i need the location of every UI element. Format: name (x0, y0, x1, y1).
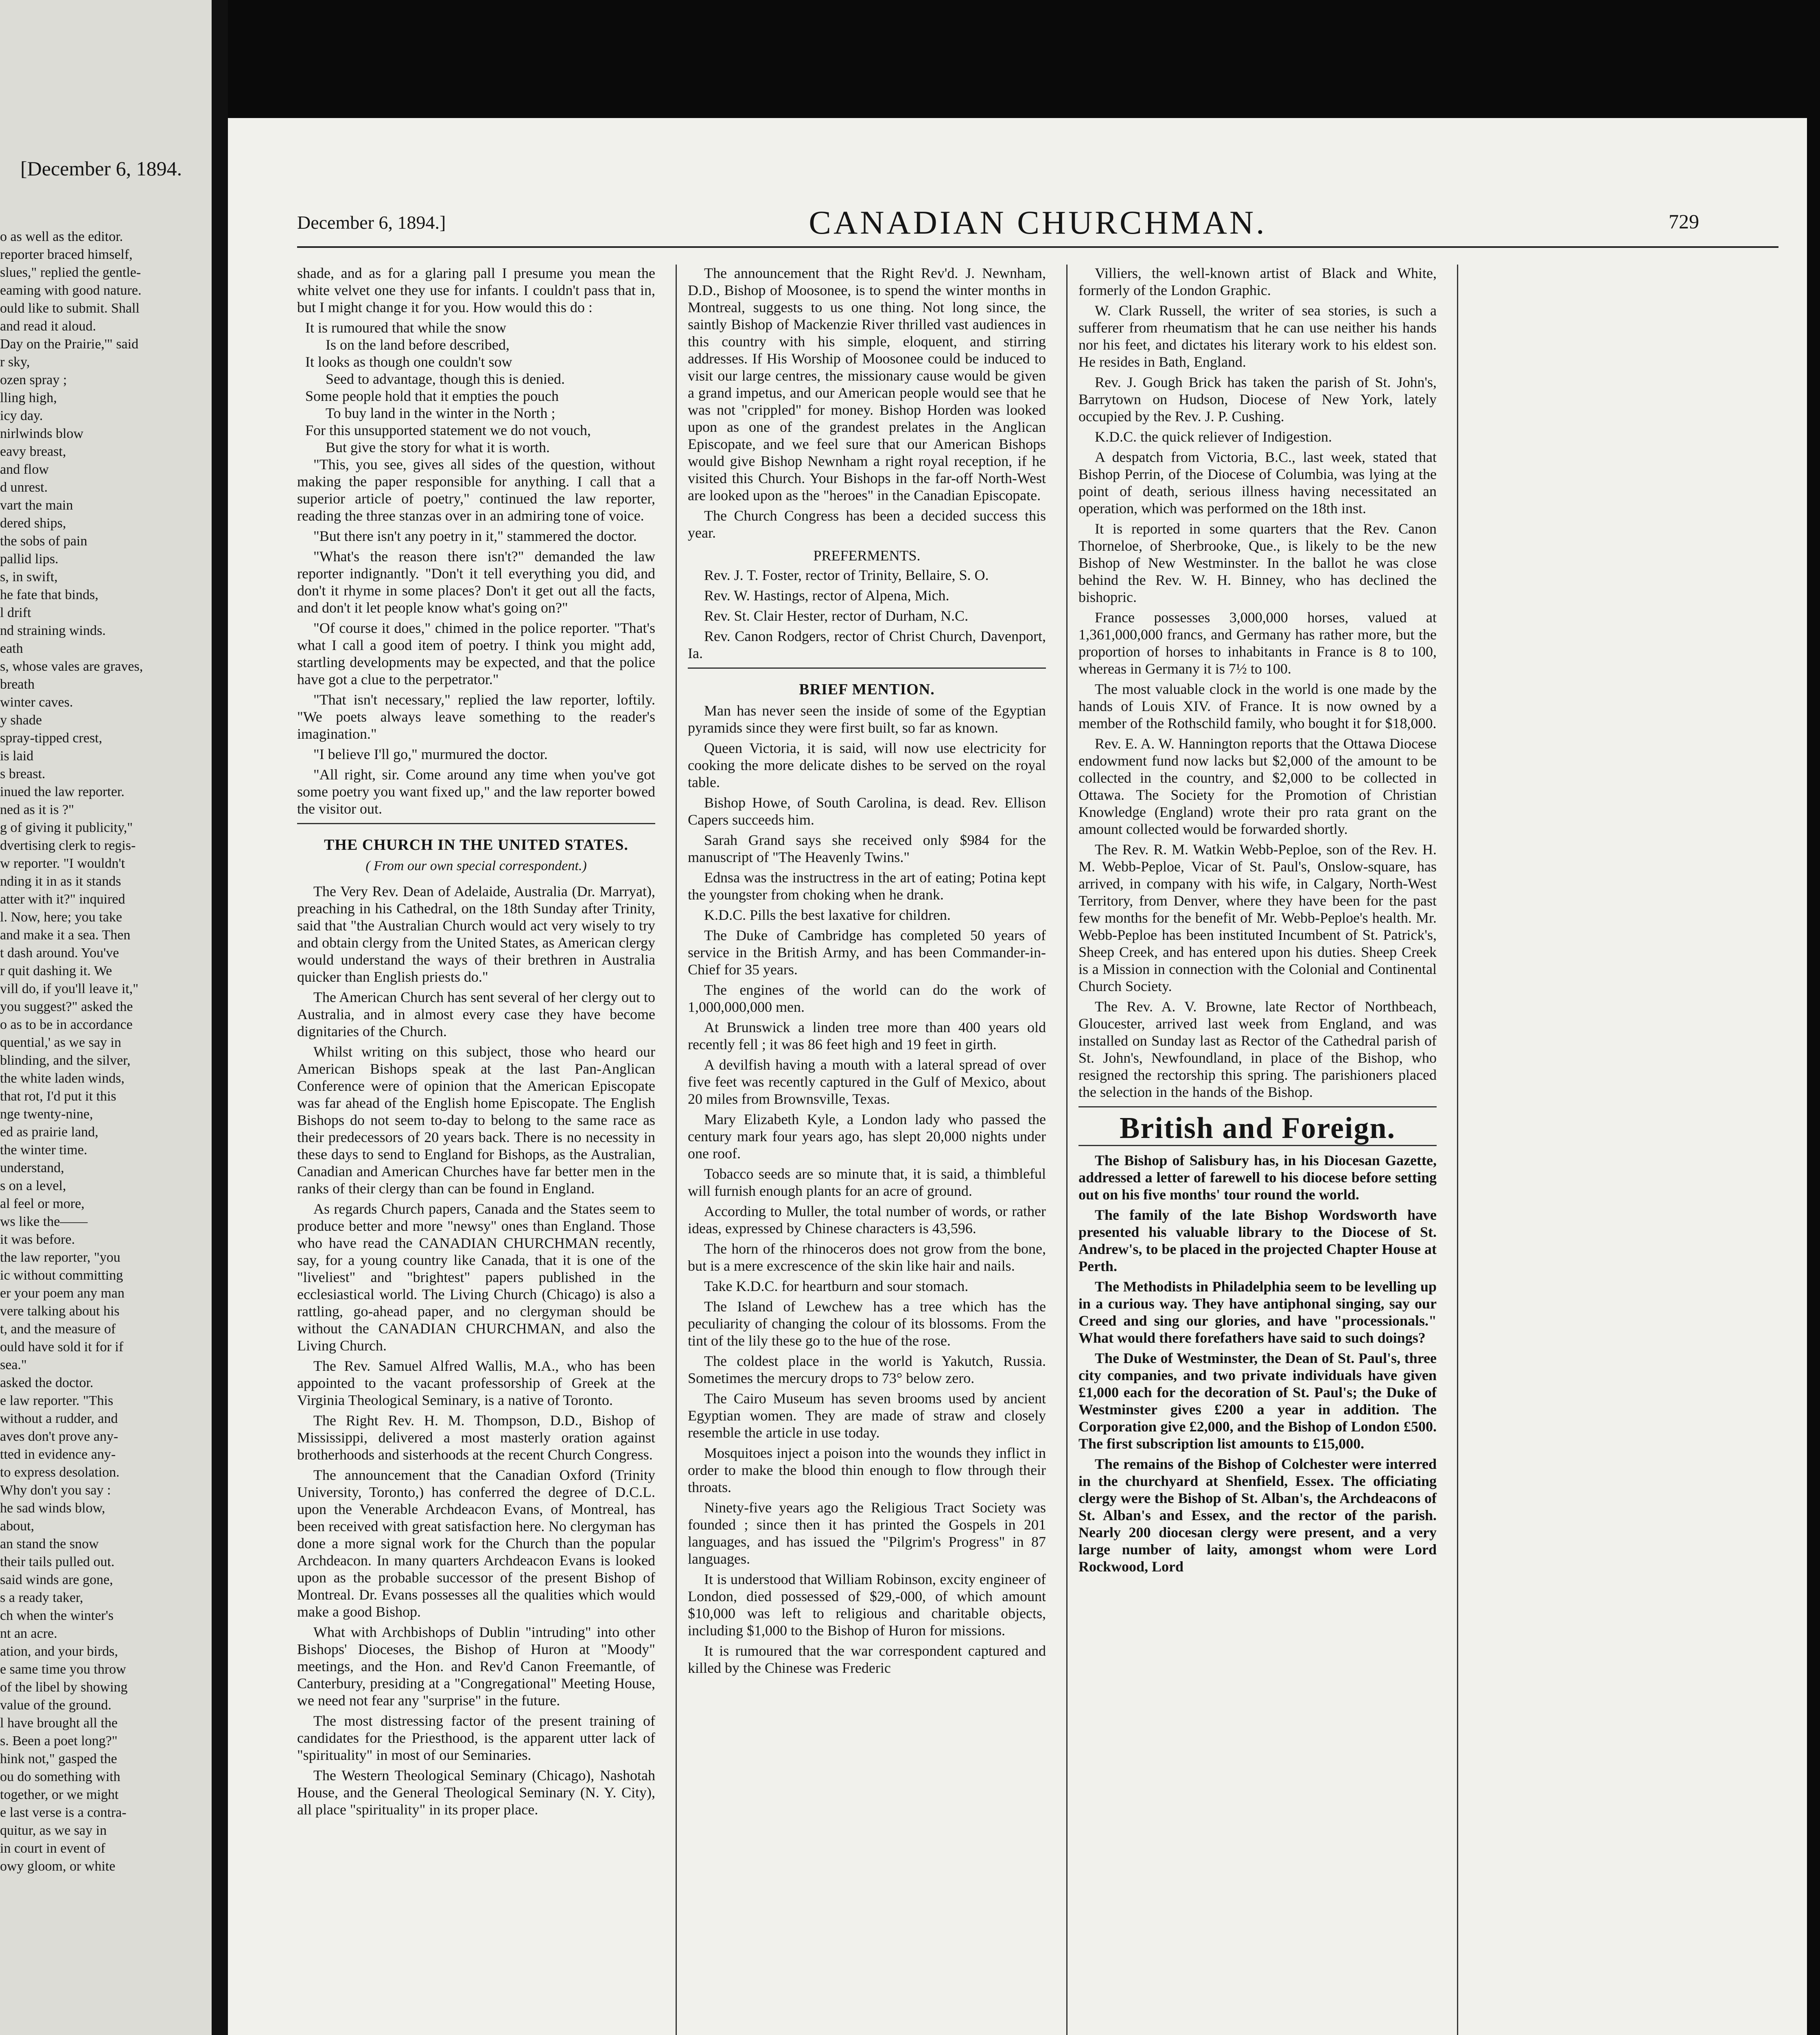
facing-page (0, 0, 212, 2035)
brief-item: Ninety-five years ago the Religious Tract Society was founded ; since then it has printed the Gospels in 201 languages, and has issued the "Pilgrim's Progress" in 87 languages. (688, 1499, 1046, 1567)
facing-page-line: al feel or more, (0, 1196, 85, 1211)
facing-page-line: e same time you throw (0, 1662, 126, 1677)
brief-item: The Cairo Museum has seven brooms used by ancient Egyptian women. They are made of straw and closely resemble the article in use today. (688, 1390, 1046, 1441)
paragraph: Rev. E. A. W. Hannington reports that the Ottawa Diocese endowment fund now lacks but $2,000 of the amount to be collected in the country, and $2,000 to be collected in Ottawa. The Society for the Promotion of Christian Knowledge (England) wrote their pro rata grant on the amount collected would be forwarded shortly. (1078, 735, 1437, 837)
article-paragraph: The Right Rev. H. M. Thompson, D.D., Bishop of Mississippi, delivered a most masterly oration against brotherhoods and sisterhoods at the recent Church Congress. (297, 1412, 655, 1463)
facing-page-line: reporter braced himself, (0, 247, 133, 262)
facing-page-line: ch when the winter's (0, 1608, 114, 1623)
brief-item: Take K.D.C. for heartburn and sour stomach. (704, 1278, 969, 1294)
facing-page-line: ould have sold it for if (0, 1339, 124, 1354)
column-rule (1066, 265, 1068, 2035)
facing-page-line: nge twenty-nine, (0, 1107, 93, 1122)
facing-page-line: e law reporter. "This (0, 1393, 114, 1408)
facing-page-line: he sad winds blow, (0, 1501, 105, 1516)
paragraph: France possesses 3,000,000 horses, valued at 1,361,000,000 francs, and Germany has rather more, but the proportion of horses to inhabitants in France is 8 to 100, whereas in Germany it is 7½ to 100. (1078, 609, 1437, 677)
article-paragraph: The Rev. Samuel Alfred Wallis, M.A., who has been appointed to the vacant professorship of Greek at the Virginia Theological Seminary, is a native of Toronto. (297, 1358, 655, 1408)
poem-line: Seed to advantage, though this is denied. (326, 371, 565, 387)
facing-page-line: r quit dashing it. We (0, 963, 112, 978)
facing-page-line: the winter time. (0, 1142, 88, 1158)
column-1 (297, 265, 655, 1821)
brief-item: K.D.C. Pills the best laxative for children. (704, 907, 951, 923)
brief-item: The coldest place in the world is Yakutch, Russia. Sometimes the mercury drops to 73° below zero. (688, 1353, 1046, 1386)
facing-page-line: s, whose vales are graves, (0, 659, 143, 674)
facing-page-line: he fate that binds, (0, 587, 98, 602)
facing-page-line: the sobs of pain (0, 534, 88, 549)
facing-page-line: t, and the measure of (0, 1322, 116, 1337)
facing-page-line: together, or we might (0, 1787, 119, 1802)
paragraph: "What's the reason there isn't?" demanded the law reporter indignantly. "Don't it tell everything you did, and don't it rhyme in some places? Don't it get out all the facts, and don't it let people know what's going on?" (297, 548, 655, 616)
book-gutter (212, 0, 228, 2035)
facing-page-line: vill do, if you'll leave it," (0, 981, 139, 996)
facing-page-line: in court in event of (0, 1841, 105, 1856)
facing-page-line: that rot, I'd put it this (0, 1089, 116, 1104)
facing-page-line: Day on the Prairie,'" said (0, 337, 139, 352)
facing-page-line: w reporter. "I wouldn't (0, 856, 125, 871)
facing-page-line: an stand the snow (0, 1536, 99, 1551)
brief-item: According to Muller, the total number of words, or rather ideas, expressed by Chinese characters is 43,596. (688, 1203, 1046, 1236)
paragraph: "This, you see, gives all sides of the question, without making the paper responsible for anything. I call that a superior article of poetry," continued the law reporter, reading the three stanzas over in an admiring tone of voice. (297, 456, 655, 524)
facing-page-line: ic without committing (0, 1268, 123, 1283)
facing-page-line: vart the main (0, 498, 73, 513)
facing-page-line: and flow (0, 462, 49, 477)
paragraph: K.D.C. the quick reliever of Indigestion. (1095, 429, 1332, 445)
masthead-title: CANADIAN CHURCHMAN. (809, 204, 1267, 241)
brief-item: The Island of Lewchew has a tree which has the peculiarity of changing the colour of its blossoms. From the tint of the lily these go to the hue of the rose. (688, 1298, 1046, 1349)
british-and-foreign-heading: British and Foreign. (1120, 1112, 1396, 1145)
facing-page-line: of the libel by showing (0, 1680, 128, 1695)
british-item: The Duke of Westminster, the Dean of St. Paul's, three city companies, and two private individuals have given £1,000 each for the decoration of St. Paul's; the Duke of Westminster gives £200 a year in addition. The Corporation give £2,000, and the Bishop of London £500. The first subscription list amounts to £15,000. (1078, 1350, 1437, 1452)
facing-page-line: value of the ground. (0, 1698, 112, 1713)
facing-page-line: g of giving it publicity," (0, 820, 133, 835)
facing-page-line: nd straining winds. (0, 623, 106, 638)
paragraph: The Rev. A. V. Browne, late Rector of Northbeach, Gloucester, arrived last week from England, and was installed on Sunday last as Rector of the Cathedral parish of St. John's, Newfoundland, in place of the Bishop, who resigned the rectorship this spring. The parishioners placed the selection in the hands of the Bishop. (1078, 998, 1437, 1100)
poem (297, 319, 655, 456)
facing-page-header: [December 6, 1894. (20, 157, 182, 180)
facing-page-line: without a rudder, and (0, 1411, 118, 1426)
facing-page-line: sea." (0, 1357, 27, 1372)
paragraph: A despatch from Victoria, B.C., last week, stated that Bishop Perrin, of the Diocese of Columbia, was lying at the point of death, serious illness having necessitated an operation, which was performed on the 18th inst. (1078, 449, 1437, 516)
facing-page-line: lling high, (0, 390, 57, 405)
facing-page-line: r sky, (0, 354, 30, 370)
facing-page-line: spray-tipped crest, (0, 731, 103, 746)
brief-item: The engines of the world can do the work of 1,000,000,000 men. (688, 982, 1046, 1015)
paragraph: The announcement that the Right Rev'd. J. Newnham, D.D., Bishop of Moosonee, is to spend the winter months in Montreal, suggests to us one thing. Not long since, the saintly Bishop of Mackenzie River thrilled vast audiences in this country with his simple, eloquent, and stirring addresses. If His Worship of Moosonee could be induced to visit our large centres, the missionary cause would be given a grand impetus, and our American people would see that he was not "crippled" for money. Bishop Horden was looked upon as one of the grandest prelates in the Anglican Episcopate, and we feel sure that our American Bishops would give Bishop Newnham a right royal reception, if he visited this Church. Your Bishops in the far-off North-West are looked upon as the "heroes" in the Canadian Episcopate. (688, 265, 1046, 503)
header-rule (297, 246, 1778, 248)
facing-page-line: it was before. (0, 1232, 75, 1247)
facing-page-line: atter with it?" inquired (0, 892, 125, 907)
paragraph: The Church Congress has been a decided success this year. (688, 508, 1046, 541)
paragraph: The Rev. R. M. Watkin Webb-Peploe, son of the Rev. H. M. Webb-Peploe, Vicar of St. Paul's, Onslow-square, has arrived, in company with his wife, in Calgary, North-West Territory, from Denver, where they have been for the past few months for the benefit of Mr. Webb-Peploe's health. Mr. Webb-Peploe has been instituted Incumbent of St. Patrick's, Sheep Creek, and has entered upon his duties. Sheep Creek is a Mission in connection with the Colonial and Continental Church Society. (1078, 841, 1437, 994)
article-paragraph: What with Archbishops of Dublin "intruding" into other Bishops' Dioceses, the Bishop of Huron at "Moody" meetings, and the Hon. and Rev'd Canon Freemantle, of Canterbury, presiding at a "Congregational" Meeting House, we need not fear any "surprise" in the future. (297, 1624, 655, 1709)
facing-page-line: asked the doctor. (0, 1375, 94, 1390)
article-paragraph: Whilst writing on this subject, those who heard our American Bishops speak at the last Pan-Anglican Conference were of opinion that the American Episcopate was far ahead of the English home Episcopate. The English Bishops do not seem to-day to belong to the same race as their predecessors of 20 years back. There is no necessity in these days to send to England for Bishops, as the Australian, Canadian and American Churches have far better men in the ranks of their clergy than can be found in England. (297, 1044, 655, 1197)
facing-page-line: ned as it is ?" (0, 802, 74, 817)
facing-page-line: dered ships, (0, 516, 66, 531)
facing-page-line: ozen spray ; (0, 372, 67, 387)
article-paragraph: As regards Church papers, Canada and the States seem to produce better and more "newsy" ones than England. Those who have read the CANADIAN CHURCHMAN recently, say, for a young country like Canada, that it is one of the "liveliest" and "brightest" papers published in the ecclesiastical world. The Living Church (Chicago) is also a rattling, go-ahead paper, and no clergyman should be without the CANADIAN CHURCHMAN, and also the Living Church. (297, 1201, 655, 1354)
preferment-item: Rev. W. Hastings, rector of Alpena, Mich. (704, 587, 949, 604)
facing-page-line: ws like the—— (0, 1214, 88, 1229)
facing-page-line: their tails pulled out. (0, 1554, 115, 1569)
facing-page-line: owy gloom, or white (0, 1859, 116, 1874)
facing-page-line: slues," replied the gentle- (0, 265, 141, 280)
facing-page-line: understand, (0, 1160, 64, 1175)
facing-page-line: ation, and your birds, (0, 1644, 118, 1659)
facing-page-line: s on a level, (0, 1178, 66, 1193)
brief-item: It is understood that William Robinson, excity engineer of London, died possessed of $29,-000, of which amount $10,000 was left to religious and charitable objects, including $1,000 to the Bishop of Huron for missions. (688, 1571, 1046, 1639)
facing-page-line: nding it in as it stands (0, 874, 121, 889)
facing-page-line: said winds are gone, (0, 1572, 113, 1587)
poem-line: Is on the land before described, (326, 337, 510, 353)
section-subtitle: ( From our own special correspondent.) (365, 858, 587, 873)
paragraph: The most valuable clock in the world is one made by the hands of Louis XIV. of France. It is now owned by a member of the Rothschild family, who bought it for $18,000. (1078, 681, 1437, 731)
facing-page-line: tted in evidence any- (0, 1447, 116, 1462)
british-item: The Bishop of Salisbury has, in his Diocesan Gazette, addressed a letter of farewell to his diocese before setting out on his five months' tour round the world. (1078, 1152, 1437, 1203)
facing-page-line: inued the law reporter. (0, 784, 125, 799)
column-2 (688, 265, 1046, 1680)
facing-page-line: er your poem any man (0, 1286, 125, 1301)
facing-page-line: quential,' as we say in (0, 1035, 121, 1050)
facing-page-line: dvertising clerk to regis- (0, 838, 136, 853)
facing-page-line: quitur, as we say in (0, 1823, 107, 1838)
preferments-heading: PREFERMENTS. (813, 547, 921, 564)
facing-page-line: y shade (0, 713, 42, 728)
facing-page-line: d unrest. (0, 480, 48, 495)
section-title-church-us: THE CHURCH IN THE UNITED STATES. (324, 836, 628, 853)
brief-item: It is rumoured that the war correspondent captured and killed by the Chinese was Frederic (688, 1643, 1046, 1676)
facing-page-line: and make it a sea. Then (0, 928, 131, 943)
facing-page-line: ould like to submit. Shall (0, 301, 140, 316)
brief-item: Mary Elizabeth Kyle, a London lady who passed the century mark four years ago, has slept 20,000 nights under one roof. (688, 1111, 1046, 1162)
facing-page-line: vere talking about his (0, 1304, 120, 1319)
paragraph: "Of course it does," chimed in the police reporter. "That's what I call a good item of poetry. I think you might add, startling developments may be expected, and that the police have got a clue to the perpetrator." (297, 620, 655, 687)
article-paragraph: The Very Rev. Dean of Adelaide, Australia (Dr. Marryat), preaching in his Cathedral, on the 18th Sunday after Trinity, said that "the Australian Church would act very wisely to try and obtain clergy from the United States, as American clergy would understand the ways of their brethren in Australia quicker than English priests do." (297, 883, 655, 985)
section-rule (688, 667, 1046, 669)
facing-page-line: eath (0, 641, 23, 656)
paragraph: It is reported in some quarters that the Rev. Canon Thorneloe, of Sherbrooke, Que., is likely to be the new Bishop of New Westminster. In the ballot he was close behind the Rev. W. H. Binney, who has declined the bishopric. (1078, 521, 1437, 605)
column-3 (1078, 265, 1437, 1578)
brief-mention-heading: BRIEF MENTION. (799, 681, 935, 698)
facing-page-line: the law reporter, "you (0, 1250, 120, 1265)
facing-page-text (0, 228, 203, 1875)
section-rule (297, 823, 655, 824)
paragraph: "All right, sir. Come around any time when you've got some poetry you want fixed up," and the law reporter bowed the visitor out. (297, 766, 655, 817)
facing-page-line: o as well as the editor. (0, 229, 123, 244)
facing-page-line: nt an acre. (0, 1626, 57, 1641)
british-item: The family of the late Bishop Wordsworth have presented his valuable library to the Diocese of St. Andrew's, to be placed in the projected Chapter House at Perth. (1078, 1207, 1437, 1274)
paragraph: Rev. J. Gough Brick has taken the parish of St. John's, Barrytown on Hudson, Diocese of New York, lately occupied by the Rev. J. P. Cushing. (1078, 374, 1437, 425)
facing-page-line: nirlwinds blow (0, 426, 83, 441)
facing-page-line: icy day. (0, 408, 43, 423)
facing-page-line: s breast. (0, 766, 46, 781)
paragraph: "But there isn't any poetry in it," stammered the doctor. (313, 528, 637, 544)
facing-page-line: s a ready taker, (0, 1590, 83, 1605)
poem-line: It looks as though one couldn't sow (305, 354, 512, 370)
facing-page-line: ed as prairie land, (0, 1125, 98, 1140)
preferment-item: Rev. Canon Rodgers, rector of Christ Church, Davenport, Ia. (688, 628, 1046, 661)
brief-item: Queen Victoria, it is said, will now use electricity for cooking the more delicate dishes to be served on the royal table. (688, 740, 1046, 790)
section-rule (1078, 1106, 1437, 1107)
newspaper-page (228, 118, 1807, 2035)
section-rule (1078, 1145, 1437, 1146)
poem-line: But give the story for what it is worth. (326, 439, 550, 455)
brief-item: At Brunswick a linden tree more than 400 years old recently fell ; it was 86 feet high and 19 feet in girth. (688, 1019, 1046, 1053)
facing-page-line: you suggest?" asked the (0, 999, 133, 1014)
facing-page-line: aves don't prove any- (0, 1429, 118, 1444)
facing-page-line: breath (0, 677, 35, 692)
preferment-item: Rev. St. Clair Hester, rector of Durham, N.C. (704, 608, 969, 624)
brief-item: Sarah Grand says she received only $984 for the manuscript of "The Heavenly Twins." (688, 832, 1046, 865)
facing-page-line: winter caves. (0, 695, 73, 710)
british-item: The Methodists in Philadelphia seem to be levelling up in a curious way. They have antiphonal singing, say our Creed and sing our glories, and have "processionals." What would there forefathers have said to such doings? (1078, 1278, 1437, 1346)
paragraph: shade, and as for a glaring pall I presume you mean the white velvet one they use for infants. I couldn't pass that in, but I might change it for you. How would this do : (297, 265, 655, 315)
facing-page-line: hink not," gasped the (0, 1751, 117, 1766)
facing-page-line: blinding, and the silver, (0, 1053, 131, 1068)
page-number: 729 (1669, 210, 1699, 233)
facing-page-line: Why don't you say : (0, 1483, 111, 1498)
facing-page-line: t dash around. You've (0, 945, 119, 961)
poem-line: To buy land in the winter in the North ; (326, 405, 556, 421)
facing-page-line: is laid (0, 748, 34, 764)
facing-page-line: o as to be in accordance (0, 1017, 133, 1032)
poem-line: For this unsupported statement we do not vouch, (305, 422, 591, 438)
article-paragraph: The Western Theological Seminary (Chicago), Nashotah House, and the General Theological Seminary (N. Y. City), all place "spirituality" in its proper place. (297, 1767, 655, 1818)
facing-page-line: l. Now, here; you take (0, 910, 122, 925)
facing-page-line: pallid lips. (0, 551, 59, 567)
facing-page-line: s, in swift, (0, 569, 58, 584)
facing-page-line: s. Been a poet long?" (0, 1733, 118, 1748)
facing-page-line: l have brought all the (0, 1716, 118, 1731)
preferment-item: Rev. J. T. Foster, rector of Trinity, Bellaire, S. O. (704, 567, 989, 583)
facing-page-line: l drift (0, 605, 31, 620)
brief-item: A devilfish having a mouth with a lateral spread of over five feet was recently captured in the Gulf of Mexico, about 20 miles from Brownsville, Texas. (688, 1057, 1046, 1107)
paragraph: "I believe I'll go," murmured the doctor. (313, 746, 548, 762)
paragraph: "That isn't necessary," replied the law reporter, loftily. "We poets always leave something to the reader's imagination." (297, 691, 655, 742)
brief-item: The Duke of Cambridge has completed 50 years of service in the British Army, and has been Commander-in-Chief for 35 years. (688, 927, 1046, 978)
brief-item: Man has never seen the inside of some of the Egyptian pyramids since they were first built, so far as known. (688, 702, 1046, 736)
article-paragraph: The American Church has sent several of her clergy out to Australia, and in almost every case they have become dignitaries of the Church. (297, 989, 655, 1039)
brief-item: The horn of the rhinoceros does not grow from the bone, but is a mere excrescence of the skin like hair and nails. (688, 1241, 1046, 1274)
facing-page-line: the white laden winds, (0, 1071, 125, 1086)
poem-line: Some people hold that it empties the pouch (305, 388, 559, 404)
facing-page-line: to express desolation. (0, 1465, 120, 1480)
facing-page-line: e last verse is a contra- (0, 1805, 127, 1820)
facing-page-line: eaming with good nature. (0, 283, 142, 298)
brief-item: Tobacco seeds are so minute that, it is said, a thimbleful will furnish enough plants for an acre of ground. (688, 1166, 1046, 1199)
british-item: The remains of the Bishop of Colchester were interred in the churchyard at Shenfield, Essex. The officiating clergy were the Bishop of St. Alban's, the Archdeacons of St. Alban's and Essex, and the rector of the parish. Nearly 200 diocesan clergy were present, and a very large number of laity, amongst whom were Lord Rockwood, Lord (1078, 1456, 1437, 1575)
brief-item: Mosquitoes inject a poison into the wounds they inflict in order to make the blood thin enough to flow through their throats. (688, 1445, 1046, 1495)
facing-page-line: eavy breast, (0, 444, 66, 459)
facing-page-line: and read it aloud. (0, 319, 96, 334)
facing-page-line: ou do something with (0, 1769, 120, 1784)
facing-page-line: about, (0, 1519, 35, 1534)
paragraph: Villiers, the well-known artist of Black and White, formerly of the London Graphic. (1078, 265, 1437, 298)
running-date: December 6, 1894.] (297, 212, 446, 233)
poem-line: It is rumoured that while the snow (305, 319, 506, 336)
article-paragraph: The most distressing factor of the present training of candidates for the Priesthood, is the apparent utter lack of "spirituality" in most of our Seminaries. (297, 1713, 655, 1763)
column-rule (1457, 265, 1458, 2035)
paragraph: W. Clark Russell, the writer of sea stories, is such a sufferer from rheumatism that he can use neither his hands nor his feet, and dictates his literary work to his eldest son. He resides in Bath, England. (1078, 302, 1437, 370)
column-rule (676, 265, 677, 2035)
brief-item: Bishop Howe, of South Carolina, is dead. Rev. Ellison Capers succeeds him. (688, 794, 1046, 828)
article-paragraph: The announcement that the Canadian Oxford (Trinity University, Toronto,) has conferred the degree of D.C.L. upon the Venerable Archdeacon Evans, of Montreal, has been received with great satisfaction here. No clergyman has done a more signal work for the Church than the popular Archdeacon. In many quarters Archdeacon Evans is looked upon as the probable successor of the present Bishop of Montreal. Dr. Evans possesses all the qualities which would make a good Bishop. (297, 1467, 655, 1620)
brief-item: Ednsa was the instructress in the art of eating; Potina kept the youngster from choking when he drank. (688, 869, 1046, 903)
